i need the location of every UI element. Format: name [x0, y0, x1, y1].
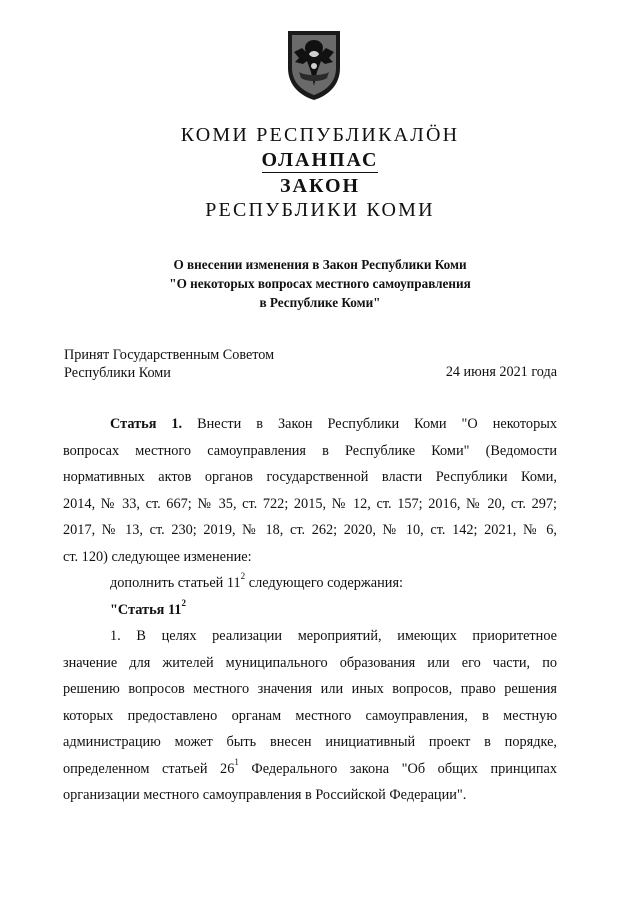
article-1-line: 2017, № 13, ст. 230; 2019, № 18, ст. 262; 2020, № 10, ст. 142; 2021, № 6, — [63, 522, 557, 538]
paragraph-1-line: организации местного самоуправления в Российской Федерации". — [63, 787, 467, 803]
law-title-line: "О некоторых вопросах местного самоуправления — [169, 276, 471, 291]
law-title-line: О внесении изменения в Закон Республики Коми — [173, 257, 467, 272]
article-1-line: Статья 1. Внести в Закон Республики Коми "О некоторых — [110, 416, 557, 432]
header-divider — [262, 172, 378, 173]
paragraph-1-line: определенном статьей $26^1$ Федерального закона "Об общих принципах — [63, 756, 558, 777]
article-1-line: ст. 120) следующее изменение: — [63, 548, 252, 565]
article-1-line: нормативных актов органов государственной власти Республики Коми, — [63, 469, 557, 485]
paragraph-1-line: значение для жителей муниципального образования или его части, по — [63, 654, 557, 671]
paragraph-1-line: администрацию может быть внесен инициативный проект в порядке, — [63, 734, 557, 750]
article-1-line: вопросах местного самоуправления в Республике Коми" (Ведомости — [63, 442, 557, 459]
article-1-label: Статья 1. — [110, 416, 183, 432]
header-olanpas: ОЛАНПАС — [261, 149, 379, 171]
adoption-line: Республики Коми — [64, 365, 171, 381]
article-1-line: 2014, № 33, ст. 667; № 35, ст. 722; 2015, № 12, ст. 157; 2016, № 20, ст. 297; — [63, 495, 557, 512]
adoption-line: Принят Государственным Советом — [64, 347, 275, 363]
new-article-heading: "Статья $11^2$ — [110, 597, 186, 618]
header-komi-name: КОМИ РЕСПУБЛИКАЛӦН — [180, 124, 460, 146]
law-title-line: в Республике Коми" — [259, 295, 381, 310]
law-title — [0, 255, 640, 312]
paragraph-1-line: решению вопросов местного значения или иных вопросов, право решения — [63, 681, 557, 697]
header-zakon: ЗАКОН — [279, 175, 361, 197]
amendment-instruction: дополнить статьей $11^2$ следующего содержания: — [110, 571, 403, 591]
paragraph-1-line: 1. В целях реализации мероприятий, имеющих приоритетное — [110, 628, 557, 644]
adoption-body — [64, 346, 274, 382]
adoption-date: 24 июня 2021 года — [445, 364, 557, 380]
paragraph-1-line: которых предоставлено органам местного самоуправления, в местную — [63, 707, 557, 724]
komi-coat-of-arms-icon — [285, 28, 343, 102]
header-republic: РЕСПУБЛИКИ КОМИ — [205, 199, 435, 221]
law-body — [63, 411, 557, 809]
